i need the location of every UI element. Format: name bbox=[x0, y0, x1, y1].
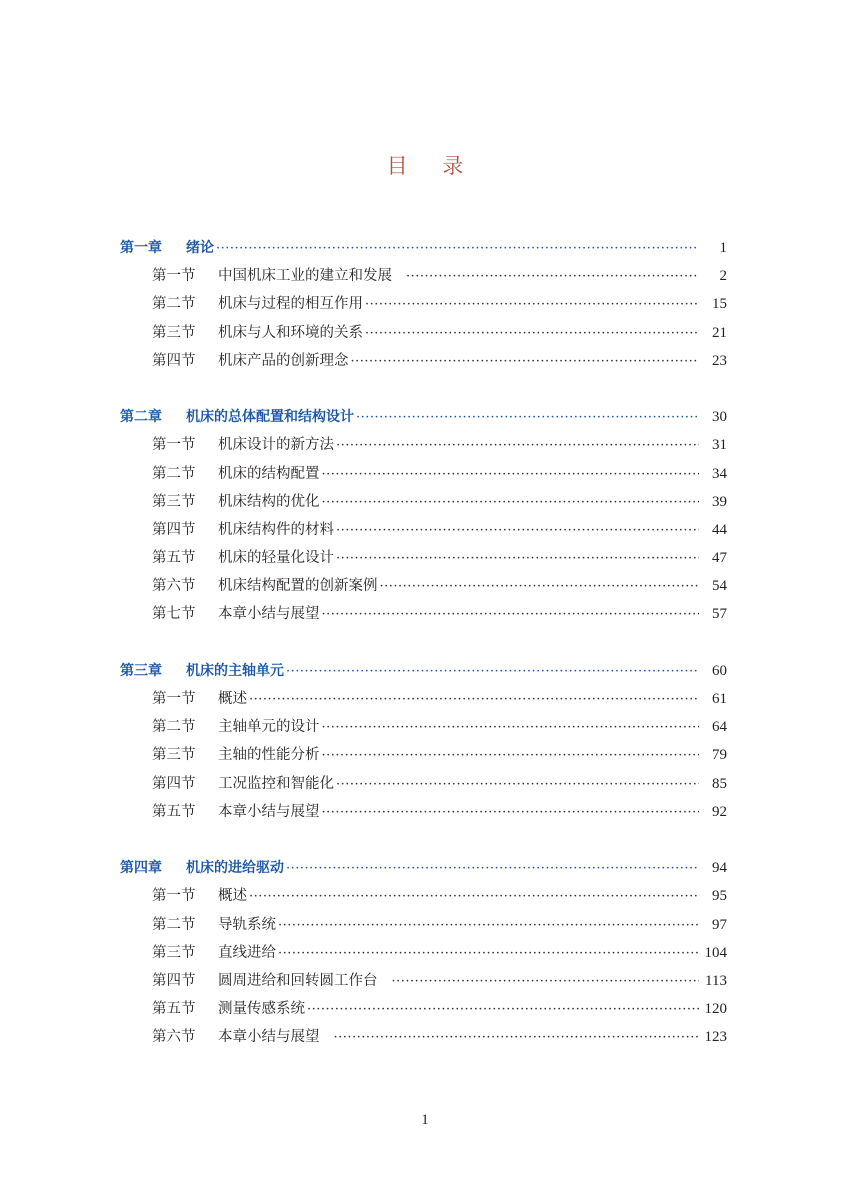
page-number: 54 bbox=[712, 578, 727, 595]
page-number: 79 bbox=[712, 747, 727, 764]
page-number: 30 bbox=[712, 409, 727, 426]
dot-leader bbox=[356, 404, 699, 432]
section-number: 第六节 bbox=[152, 578, 196, 595]
section-number: 第二节 bbox=[152, 916, 196, 933]
section-number: 第四节 bbox=[152, 972, 196, 989]
section-number: 第一节 bbox=[152, 691, 196, 707]
toc-section-2-5[interactable] bbox=[120, 544, 727, 572]
page-number: 1 bbox=[719, 240, 727, 256]
dot-leader bbox=[249, 883, 699, 911]
page-number: 23 bbox=[712, 352, 727, 369]
page-number: 57 bbox=[712, 606, 727, 623]
toc-section-1-4[interactable] bbox=[120, 347, 727, 375]
toc-section-1-2[interactable] bbox=[120, 290, 727, 318]
page-number: 47 bbox=[712, 550, 727, 567]
section-title: 直线进给 bbox=[218, 944, 276, 961]
page-number: 85 bbox=[712, 775, 727, 792]
dot-leader bbox=[322, 461, 700, 489]
chapter-number: 第四章 bbox=[120, 860, 162, 877]
section-number: 第三节 bbox=[152, 493, 196, 510]
toc-section-4-4[interactable] bbox=[120, 967, 727, 995]
section-number: 第三节 bbox=[152, 324, 196, 341]
page-title: 目 录 bbox=[386, 154, 478, 178]
toc-section-2-4[interactable] bbox=[120, 516, 727, 544]
section-title: 中国机床工业的建立和发展 bbox=[218, 268, 392, 285]
section-title: 机床与过程的相互作用 bbox=[218, 296, 363, 313]
section-number: 第五节 bbox=[152, 803, 196, 820]
section-number: 第一节 bbox=[152, 888, 196, 905]
toc-chapter-2[interactable] bbox=[120, 403, 727, 431]
section-number: 第一节 bbox=[152, 268, 196, 285]
chapter-number: 第二章 bbox=[120, 409, 162, 426]
dot-leader bbox=[322, 601, 700, 629]
dot-leader bbox=[286, 855, 699, 883]
dot-leader bbox=[322, 799, 700, 827]
section-number: 第五节 bbox=[152, 1001, 196, 1018]
toc-section-4-6[interactable] bbox=[120, 1023, 727, 1051]
toc-section-2-3[interactable] bbox=[120, 488, 727, 516]
section-number: 第二节 bbox=[152, 465, 196, 482]
dot-leader bbox=[336, 545, 699, 573]
section-title: 本章小结与展望 bbox=[218, 606, 320, 623]
page-number: 94 bbox=[712, 860, 727, 877]
page-number: 39 bbox=[712, 493, 727, 510]
dot-leader bbox=[336, 432, 699, 460]
section-number: 第一节 bbox=[152, 437, 196, 454]
toc-section-4-5[interactable] bbox=[120, 995, 727, 1023]
dot-leader bbox=[216, 235, 699, 263]
page-number: 31 bbox=[712, 437, 727, 454]
dot-leader bbox=[406, 263, 699, 291]
table-of-contents bbox=[120, 234, 727, 1051]
toc-section-1-1[interactable] bbox=[120, 262, 727, 290]
section-number: 第七节 bbox=[152, 606, 196, 623]
dot-leader bbox=[334, 1024, 700, 1052]
page-number: 92 bbox=[712, 803, 727, 820]
toc-chapter-3[interactable] bbox=[120, 657, 727, 685]
section-title: 概述 bbox=[218, 691, 247, 707]
page-number: 34 bbox=[712, 465, 727, 482]
toc-section-4-3[interactable] bbox=[120, 939, 727, 967]
section-title: 机床与人和环境的关系 bbox=[218, 324, 363, 341]
section-number: 第四节 bbox=[152, 775, 196, 792]
section-title: 机床结构件的材料 bbox=[218, 521, 334, 538]
dot-leader bbox=[278, 912, 699, 940]
page-number: 61 bbox=[712, 691, 727, 707]
chapter-title: 机床的进给驱动 bbox=[186, 860, 284, 877]
section-title: 机床设计的新方法 bbox=[218, 437, 334, 454]
toc-section-3-1[interactable] bbox=[120, 685, 727, 713]
section-title: 圆周进给和回转圆工作台 bbox=[218, 972, 378, 989]
dot-leader bbox=[307, 996, 699, 1024]
section-title: 导轨系统 bbox=[218, 916, 276, 933]
section-title: 主轴单元的设计 bbox=[218, 719, 320, 736]
section-title: 概述 bbox=[218, 888, 247, 905]
page-number: 120 bbox=[704, 1001, 727, 1018]
section-title: 测量传感系统 bbox=[218, 1001, 305, 1018]
section-title: 主轴的性能分析 bbox=[218, 747, 320, 764]
chapter-number: 第三章 bbox=[120, 662, 162, 679]
dot-leader bbox=[365, 291, 699, 319]
page-folio: 1 bbox=[421, 1112, 429, 1128]
page-number: 97 bbox=[712, 916, 727, 933]
toc-section-4-2[interactable] bbox=[120, 911, 727, 939]
section-title: 机床的轻量化设计 bbox=[218, 550, 334, 567]
toc-section-3-3[interactable] bbox=[120, 741, 727, 769]
section-number: 第二节 bbox=[152, 296, 196, 313]
dot-leader bbox=[380, 573, 700, 601]
dot-leader bbox=[278, 940, 699, 968]
section-title: 本章小结与展望 bbox=[218, 803, 320, 820]
chapter-number: 第一章 bbox=[120, 240, 162, 256]
section-number: 第二节 bbox=[152, 719, 196, 736]
dot-leader bbox=[365, 320, 699, 348]
dot-leader bbox=[392, 968, 700, 996]
section-title: 工况监控和智能化 bbox=[218, 775, 334, 792]
page-number: 104 bbox=[704, 944, 727, 961]
page-number: 64 bbox=[712, 719, 727, 736]
toc-section-1-3[interactable] bbox=[120, 319, 727, 347]
page-number: 95 bbox=[712, 888, 727, 905]
dot-leader bbox=[322, 742, 700, 770]
dot-leader bbox=[322, 489, 700, 517]
page-number: 44 bbox=[712, 521, 727, 538]
section-number: 第六节 bbox=[152, 1029, 196, 1046]
toc-section-3-5[interactable] bbox=[120, 798, 727, 826]
dot-leader bbox=[249, 686, 699, 714]
section-title: 机床的结构配置 bbox=[218, 465, 320, 482]
dot-leader bbox=[351, 348, 700, 376]
toc-section-4-1[interactable] bbox=[120, 882, 727, 910]
section-title: 机床产品的创新理念 bbox=[218, 352, 349, 369]
toc-section-2-2[interactable] bbox=[120, 460, 727, 488]
section-title: 机床结构配置的创新案例 bbox=[218, 578, 378, 595]
toc-section-3-2[interactable] bbox=[120, 713, 727, 741]
section-title: 本章小结与展望 bbox=[218, 1029, 320, 1046]
page-number: 2 bbox=[719, 268, 727, 285]
section-number: 第三节 bbox=[152, 747, 196, 764]
chapter-title: 机床的主轴单元 bbox=[186, 662, 284, 679]
page-number: 113 bbox=[705, 972, 727, 989]
dot-leader bbox=[336, 771, 699, 799]
toc-section-2-1[interactable] bbox=[120, 431, 727, 459]
toc-section-2-6[interactable] bbox=[120, 572, 727, 600]
dot-leader bbox=[286, 658, 699, 686]
chapter-title: 绪论 bbox=[186, 240, 214, 256]
toc-chapter-1[interactable] bbox=[120, 234, 727, 262]
chapter-title: 机床的总体配置和结构设计 bbox=[186, 409, 354, 426]
page-number: 15 bbox=[712, 296, 727, 313]
toc-chapter-4[interactable] bbox=[120, 854, 727, 882]
dot-leader bbox=[322, 714, 700, 742]
page-number: 123 bbox=[704, 1029, 727, 1046]
page-number: 21 bbox=[712, 324, 727, 341]
section-number: 第四节 bbox=[152, 352, 196, 369]
section-number: 第四节 bbox=[152, 521, 196, 538]
section-number: 第五节 bbox=[152, 550, 196, 567]
section-title: 机床结构的优化 bbox=[218, 493, 320, 510]
dot-leader bbox=[336, 517, 699, 545]
page-number: 60 bbox=[712, 662, 727, 679]
section-number: 第三节 bbox=[152, 944, 196, 961]
toc-section-3-4[interactable] bbox=[120, 770, 727, 798]
toc-section-2-7[interactable] bbox=[120, 600, 727, 628]
